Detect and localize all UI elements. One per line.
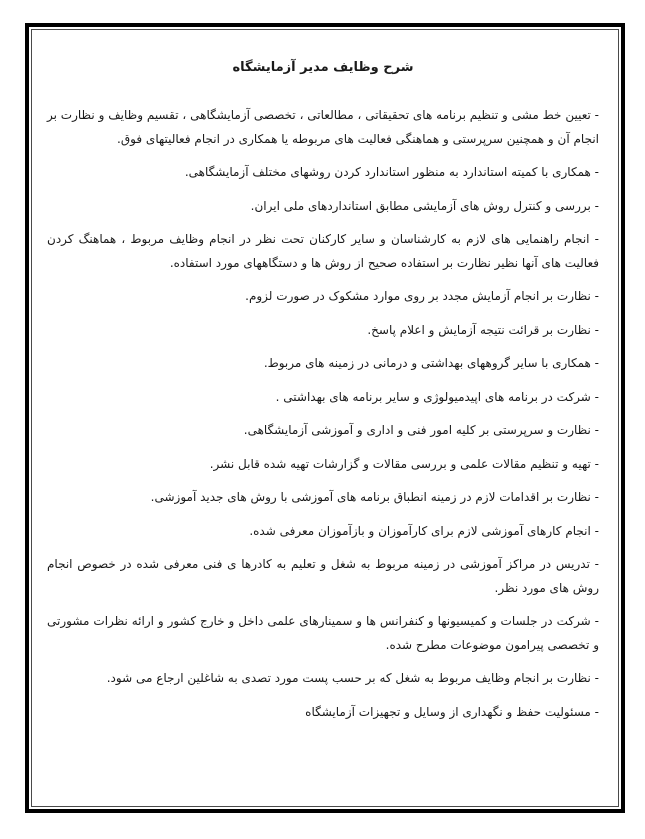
duty-item: - شرکت در برنامه های اپیدمیولوژی و سایر برنامه های بهداشتی .	[275, 389, 599, 404]
duty-item: - مسئولیت حفظ و نگهداری از وسایل و تجهیزات آزمایشگاه	[305, 704, 599, 719]
duty-item: - انجام راهنمایی های لازم به کارشناسان و سایر کارکنان تحت نظر در انجام وظایف مربوط ، هماهنگ کردن فعالیت های آنها نظیر نظارت بر استفاده صحیح از روش ها و دستگاههای مورد استفاده.	[47, 232, 599, 270]
duty-item: - تهیه و تنظیم مقالات علمی و بررسی مقالات و گزارشات تهیه شده قابل نشر.	[209, 456, 599, 471]
duty-item: - نظارت بر اقدامات لازم در زمینه انطباق برنامه های آموزشی با روش های جدید آموزشی.	[150, 490, 599, 504]
duty-item: - بررسی و کنترل روش های آزمایشی مطابق استانداردهای ملی ایران.	[250, 198, 599, 213]
duty-item: - انجام کارهای آموزشی لازم برای کارآموزان و بازآموزان معرفی شده.	[249, 523, 599, 538]
duty-item: - نظارت بر انجام وظایف مربوط به شغل که بر حسب پست مورد تصدی به شاغلین ارجاع می شود.	[106, 671, 599, 685]
page-title: شرح وظایف مدیر آزمایشگاه	[232, 60, 414, 75]
duty-item: - نظارت بر انجام آزمایش مجدد بر روی موارد مشکوک در صورت لزوم.	[245, 289, 599, 303]
document-content	[47, 58, 599, 734]
duty-item: - نظارت و سرپرستی بر کلیه امور فنی و اداری و آموزشی آزمایشگاهی.	[243, 423, 599, 437]
duty-item: - همکاری با کمیته استاندارد به منظور استاندارد کردن روشهای مختلف آزمایشگاهی.	[184, 165, 599, 179]
duty-item: - تعیین خط مشی و تنظیم برنامه های تحقیقاتی ، مطالعاتی ، تخصصی آزمایشگاهی ، تقسیم وظایف و نظارت بر انجام آن و همچنین سرپرستی و هماهنگی فعالیت های مربوطه یا همکاری در انجام فعالیتهای فوق.	[47, 108, 599, 146]
duty-item: - همکاری با سایر گروههای بهداشتی و درمانی در زمینه های مربوط.	[263, 356, 599, 370]
duties-list	[47, 104, 599, 724]
duty-item: - شرکت در جلسات و کمیسیونها و کنفرانس ها و سمینارهای علمی داخل و خارج کشور و ارائه نظرات مشورتی و تخصصی پیرامون موضوعات مطرح شده.	[47, 614, 599, 652]
duty-item: - نظارت بر قرائت نتیجه آزمایش و اعلام پاسخ.	[367, 322, 599, 337]
duty-item: - تدریس در مراکز آموزشی در زمینه مربوط به شغل و تعلیم به کادرها ی فنی معرفی شده در خصوص انجام روش های مورد نظر.	[47, 557, 599, 595]
